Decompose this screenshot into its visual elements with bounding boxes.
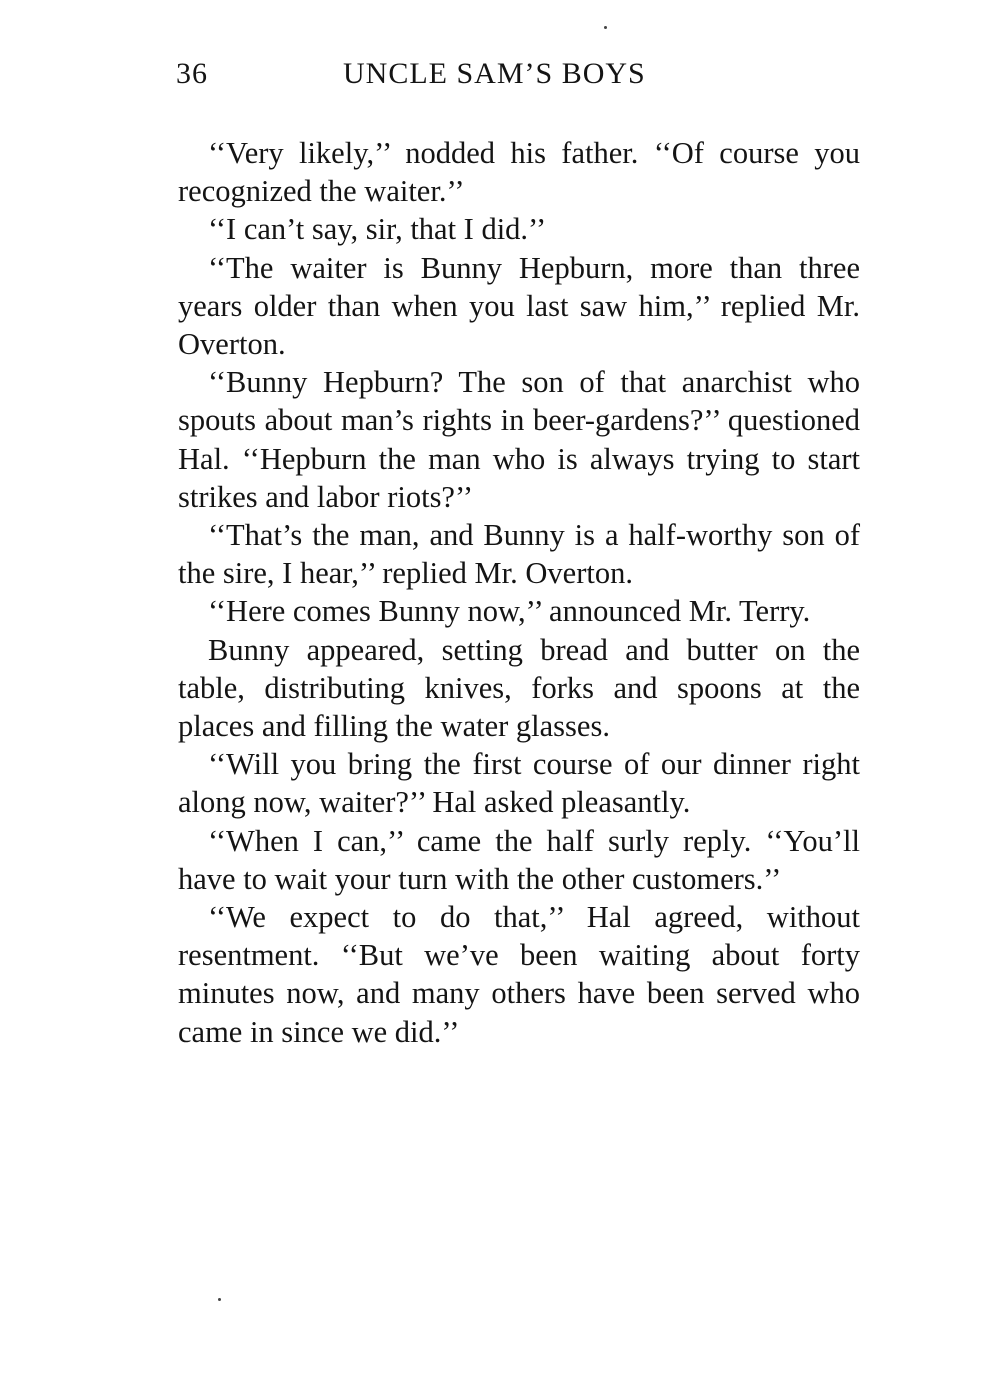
- page-number: 36: [176, 57, 208, 90]
- paragraph: ‘‘I can’t say, sir, that I did.’’: [208, 212, 547, 247]
- body-text: [178, 134, 860, 1051]
- paragraph: Bunny appeared, setting bread and butter on the table, distributing knives, forks and spoons at the places and filling the water glasses.: [178, 632, 860, 744]
- running-head: [176, 52, 696, 96]
- scan-speck: [604, 26, 607, 29]
- paragraph: ‘‘When I can,’’ came the half surly reply. ‘‘You’ll have to wait your turn with the other customers.’’: [178, 823, 860, 896]
- paragraph: ‘‘Very likely,’’ nodded his father. ‘‘Of course you recognized the waiter.’’: [178, 136, 860, 209]
- running-title: UNCLE SAM’S BOYS: [343, 57, 646, 90]
- paragraph: ‘‘That’s the man, and Bunny is a half-worthy son of the sire, I hear,’’ replied Mr. Overton.: [178, 518, 860, 591]
- paragraph: ‘‘The waiter is Bunny Hepburn, more than three years older than when you last saw him,’’ replied Mr. Overton.: [178, 250, 860, 362]
- scan-speck: [218, 1298, 221, 1301]
- paragraph: ‘‘We expect to do that,’’ Hal agreed, without resentment. ‘‘But we’ve been waiting about forty minutes now, and many others have been served who came in since we did.’’: [178, 900, 860, 1049]
- paragraph: ‘‘Bunny Hepburn? The son of that anarchist who spouts about man’s rights in beer-gardens?’’ questioned Hal. ‘‘Hepburn the man who is always trying to start strikes and labor riots?’’: [178, 365, 860, 514]
- paragraph: ‘‘Here comes Bunny now,’’ announced Mr. Terry.: [208, 594, 811, 629]
- paragraph: ‘‘Will you bring the first course of our dinner right along now, waiter?’’ Hal asked pleasantly.: [178, 747, 860, 820]
